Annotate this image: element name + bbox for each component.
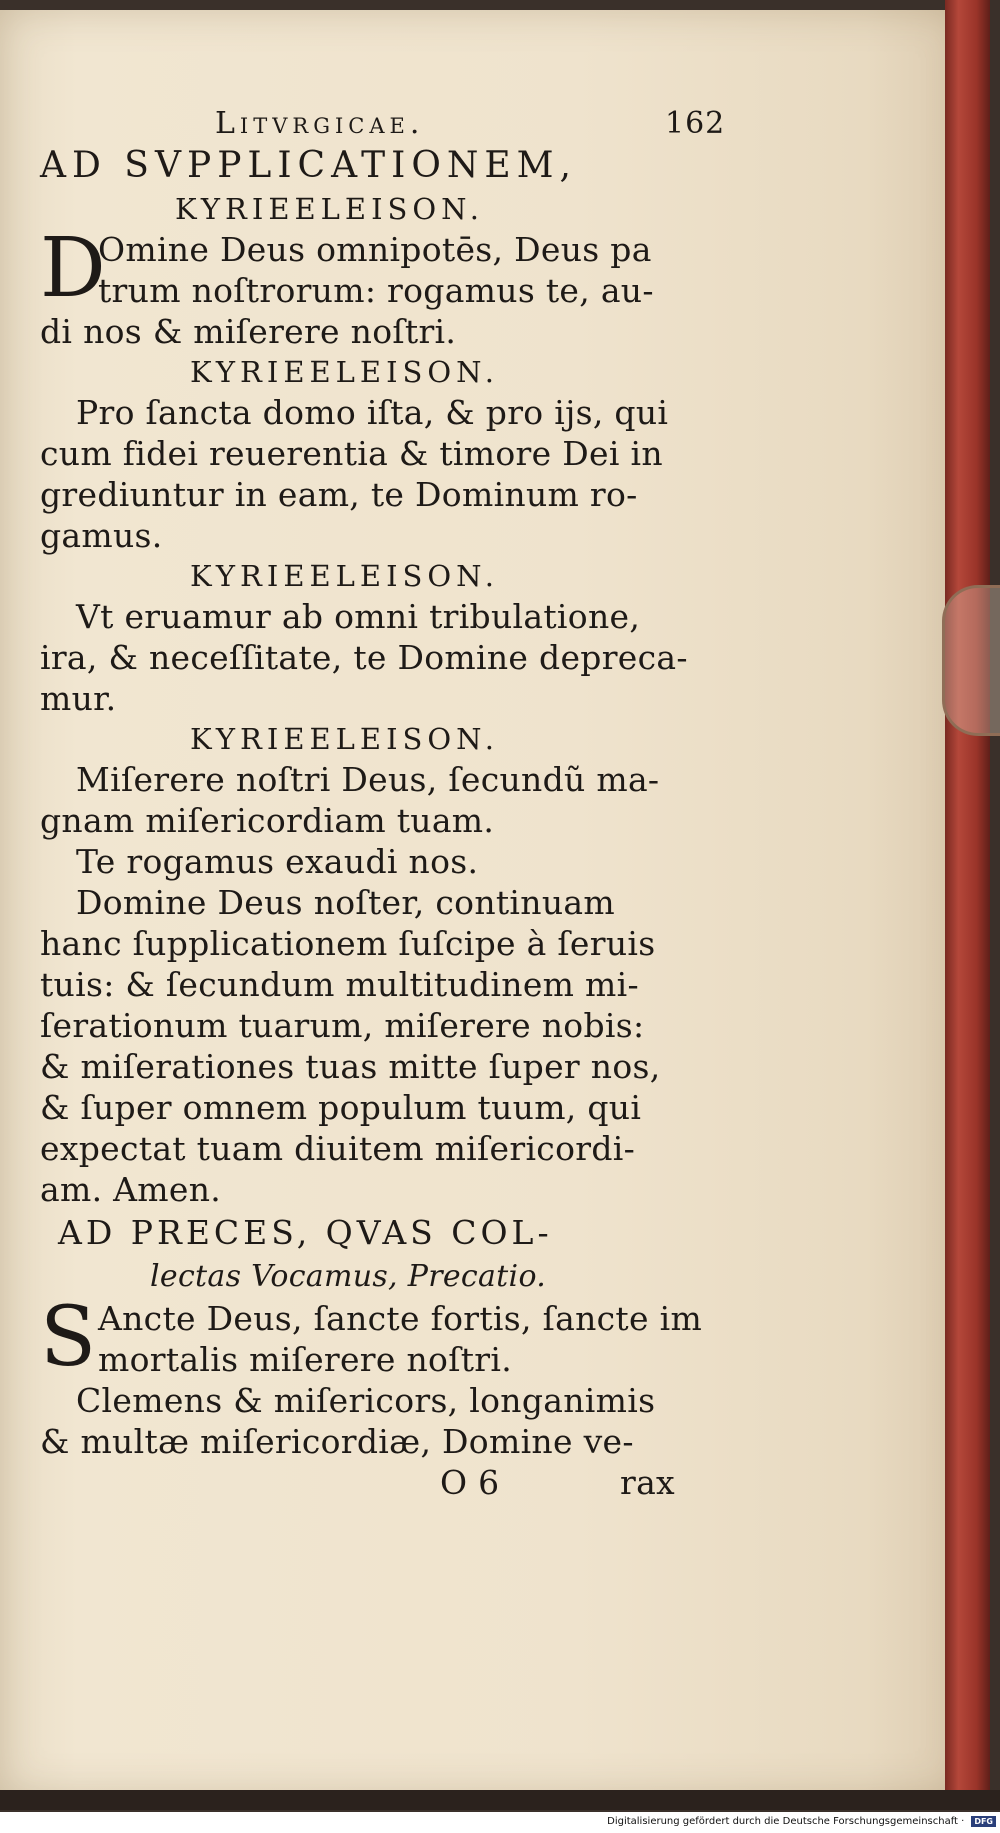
page-text [40, 95, 740, 1504]
page-tab-marker [942, 585, 1000, 736]
text-line: Domine Deus noſter, continuam [76, 883, 615, 922]
text-line: Miſerere noſtri Deus, ſecundũ ma- [76, 760, 660, 799]
text-line: ira, & neceſſitate, te Domine depreca- [40, 638, 688, 677]
text-line: grediuntur in eam, te Dominum ro- [40, 475, 638, 514]
kyrie-heading: KYRIEELEISON. [190, 355, 499, 389]
text-line: Ancte Deus, ſancte fortis, ſancte im [98, 1299, 703, 1338]
bottom-binding-edge [0, 1790, 1000, 1810]
text-line: & ſuper omnem populum tuum, qui [40, 1088, 642, 1127]
drop-capital: D [40, 221, 107, 316]
text-line: ſerationum tuarum, miſerere nobis: [40, 1006, 645, 1045]
text-line: cum fidei reuerentia & timore Dei in [40, 434, 663, 473]
signature-mark: O 6 [440, 1463, 500, 1502]
dfg-logo: DFG [971, 1816, 996, 1827]
kyrie-heading: KYRIEELEISON. [190, 559, 499, 593]
footer-credit: Digitalisierung gefördert durch die Deutsche Forschungsgemeinschaft · [607, 1816, 965, 1827]
text-line: & miſerationes tuas mitte ſuper nos, [40, 1047, 661, 1086]
text-line: Clemens & miſericors, longanimis [76, 1381, 656, 1420]
text-line: tuis: & ſecundum multitudinem mi- [40, 965, 639, 1004]
text-line: & multæ miſericordiæ, Domine ve- [40, 1422, 634, 1461]
digitization-footer [0, 1812, 1000, 1833]
text-line: hanc ſupplicationem ſuſcipe à ſeruis [40, 924, 656, 963]
text-line: trum noſtrorum: rogamus te, au- [98, 271, 654, 310]
catchword: rax [620, 1463, 675, 1502]
heading-preces: AD PRECES, QVAS COL- [58, 1213, 553, 1252]
kyrie-heading: KYRIEELEISON. [175, 192, 484, 226]
red-page-edge [945, 0, 990, 1790]
text-line: Pro ſancta domo iſta, & pro ijs, qui [76, 393, 669, 432]
kyrie-heading: KYRIEELEISON. [190, 722, 499, 756]
running-head: Litvrgicae. [215, 106, 425, 141]
text-line: di nos & miſerere noſtri. [40, 312, 457, 351]
text-line: expectat tuam diuitem miſericordi- [40, 1129, 636, 1168]
text-line: gamus. [40, 516, 163, 555]
text-line: Te rogamus exaudi nos. [76, 842, 479, 881]
text-line: am. Amen. [40, 1170, 222, 1209]
text-line: Vt eruamur ab omni tribulatione, [76, 597, 641, 636]
text-line: mortalis miſerere noſtri. [98, 1340, 513, 1379]
page-foot-line [40, 1462, 740, 1504]
page-header [40, 95, 740, 143]
paragraph-1 [40, 221, 740, 316]
page-number: 162 [665, 106, 726, 141]
subheading-precatio: lectas Vocamus, Precatio. [150, 1259, 547, 1294]
text-line: Omine Deus omnipotēs, Deus pa [98, 230, 652, 269]
text-line: mur. [40, 679, 117, 718]
text-line: gnam miſericordiam tuam. [40, 801, 495, 840]
heading-supplication: AD SVPPLICATIONEM, [40, 145, 577, 186]
drop-capital: S [40, 1290, 97, 1385]
paragraph-7 [40, 1290, 740, 1385]
